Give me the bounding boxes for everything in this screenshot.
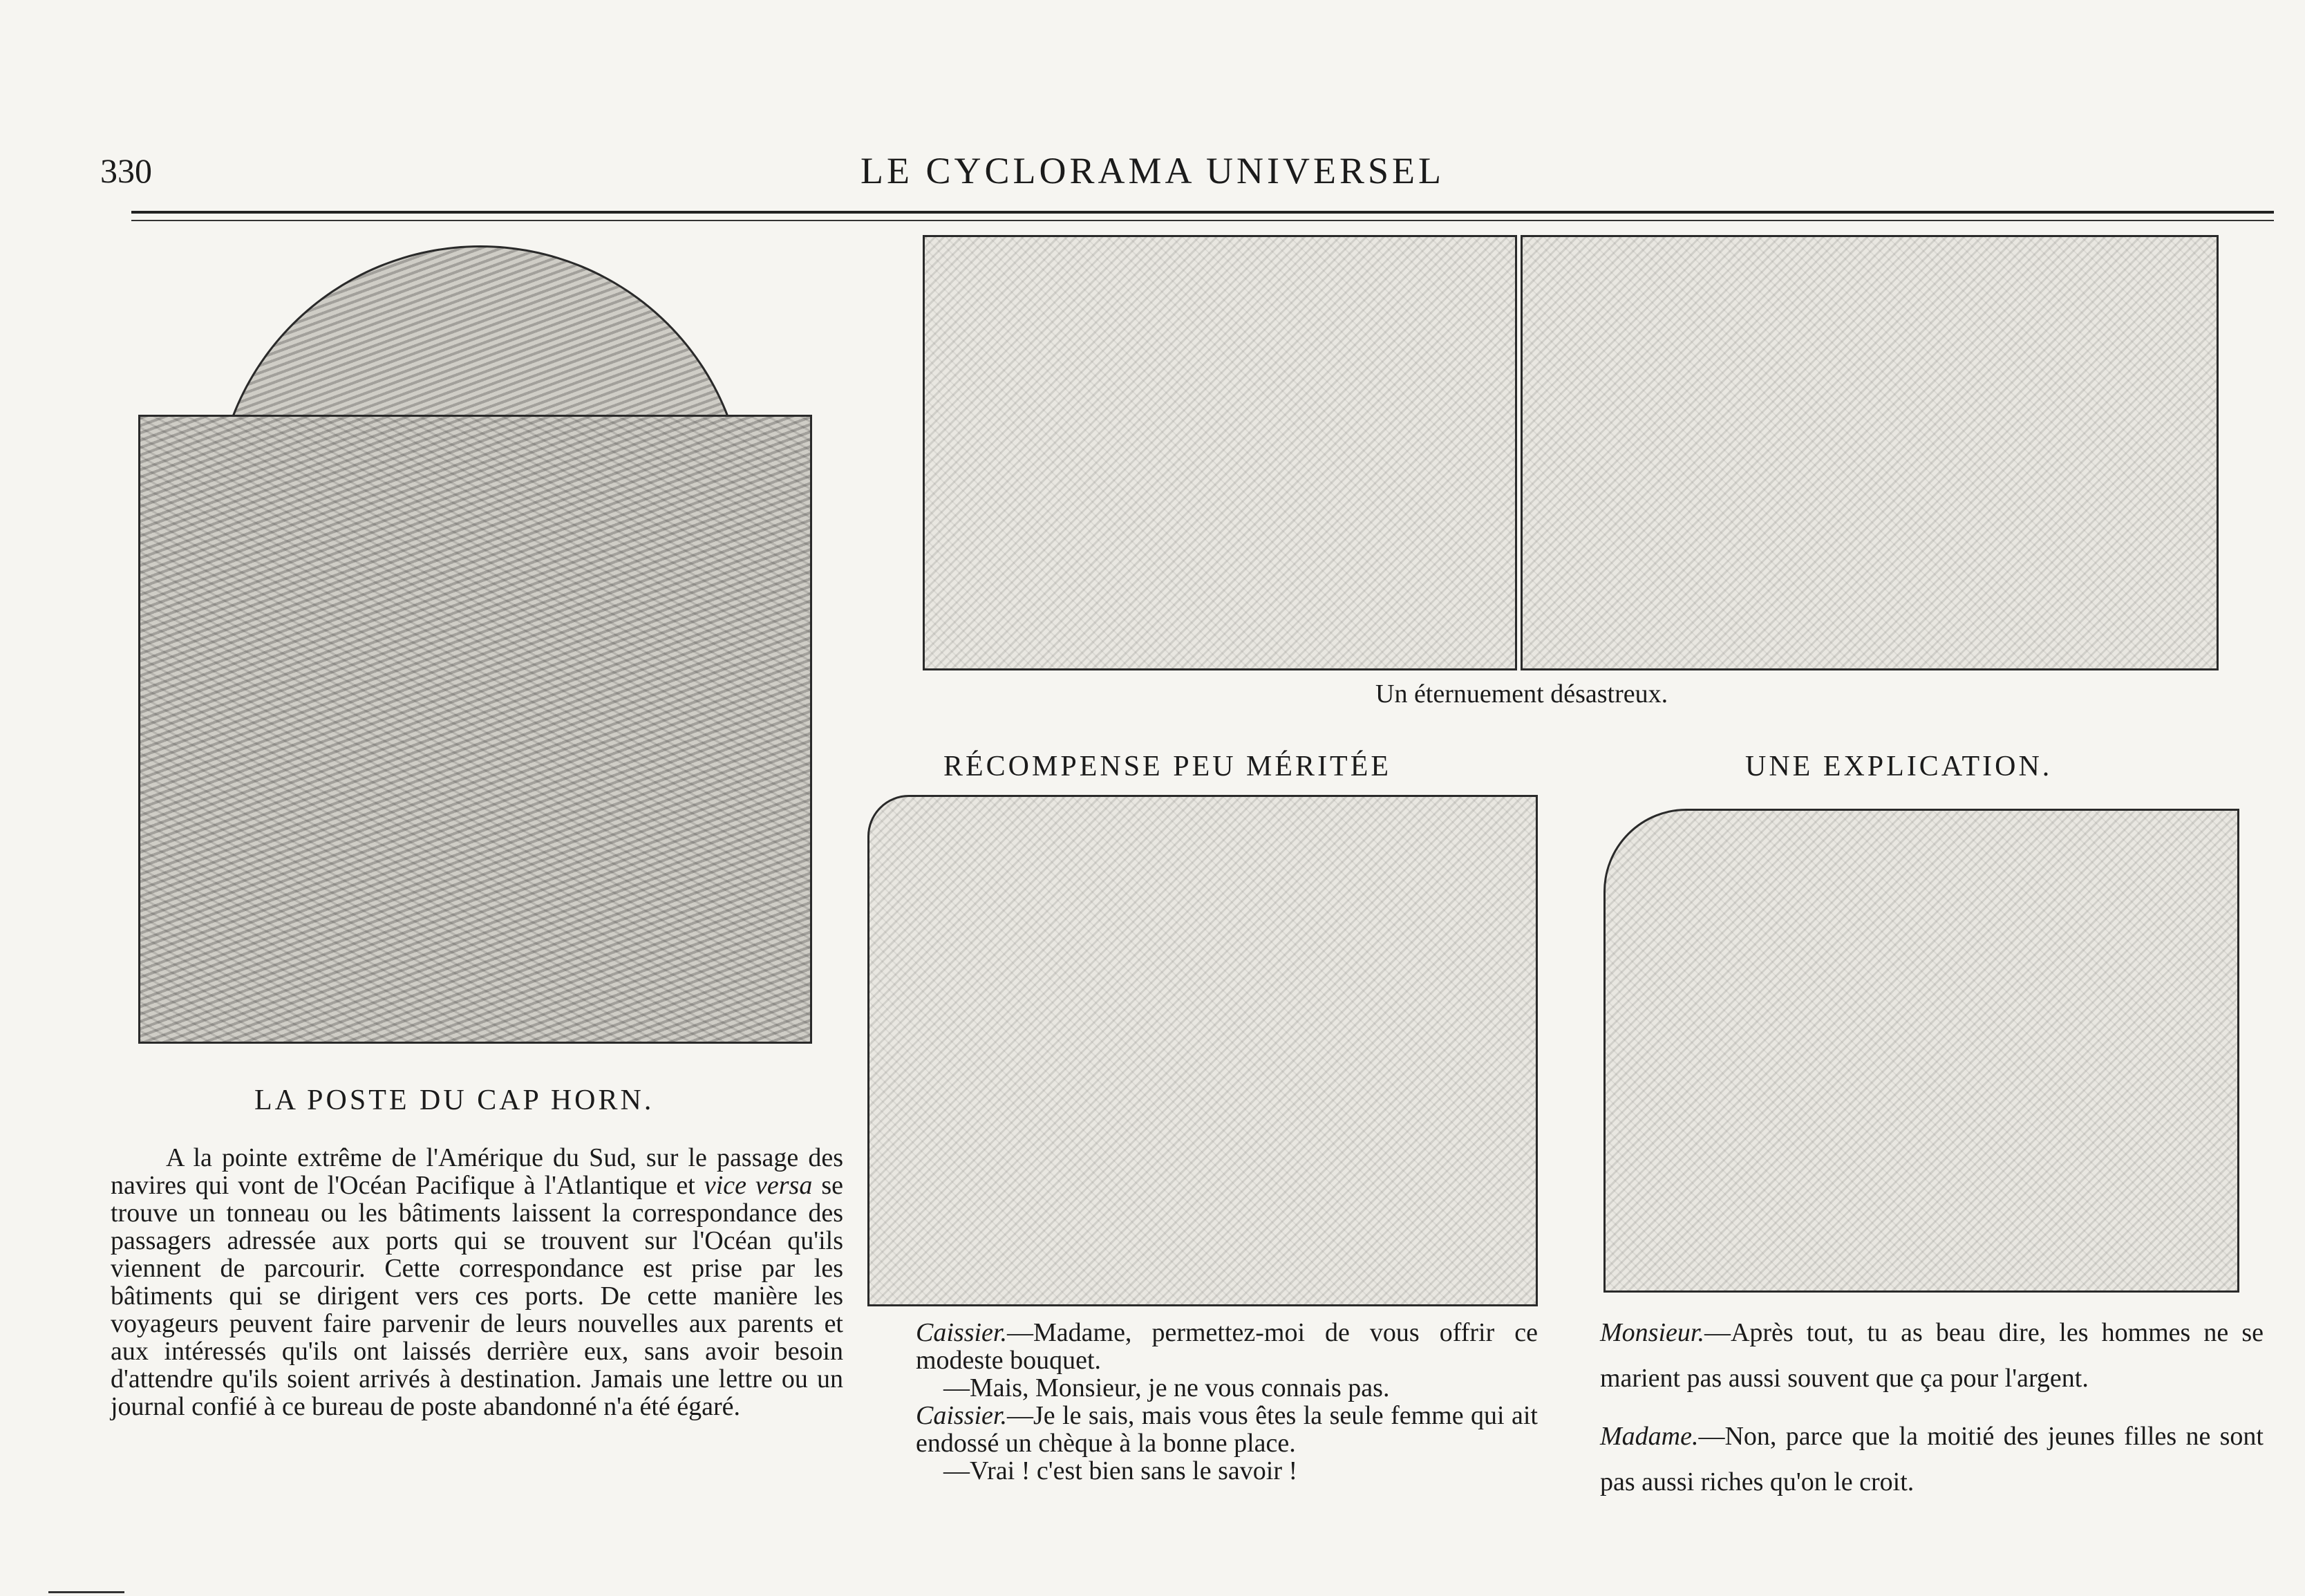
dialogue-line <box>916 1374 1538 1402</box>
dialogue-text: —Non, parce que la moitié des jeunes filles ne sont pas aussi riches qu'on le croit. <box>1600 1422 2264 1496</box>
dialogue-line <box>1600 1414 2264 1505</box>
cape-horn-article <box>111 1144 843 1420</box>
explanation-dialogue <box>1600 1310 2264 1517</box>
explanation-illustration <box>1603 809 2239 1293</box>
dialogue-text: —Je le sais, mais vous êtes la seule femme qui ait endossé un chèque à la bonne place. <box>916 1401 1538 1458</box>
sneeze-caption: Un éternuement désastreux. <box>1375 679 1668 708</box>
footer-rule <box>48 1591 124 1593</box>
page-number: 330 <box>100 151 152 190</box>
speaker-label: Madame. <box>1600 1422 1699 1451</box>
speaker-label: Caissier. <box>916 1401 1007 1430</box>
dialogue-line <box>916 1457 1538 1485</box>
dialogue-line <box>916 1319 1538 1374</box>
publication-title: LE CYCLORAMA UNIVERSEL <box>860 150 1445 191</box>
speaker-label: Monsieur. <box>1600 1318 1704 1347</box>
article-text-end: se trouve un tonneau ou les bâtiments laissent la correspondance des passagers adressée aux ports qui se trouvent sur l'Océan qu'ils viennent de parcourir. Cette correspondance est prise par les bâtiments qui se dirigent vers ces ports. De cette manière les voyageurs peuvent faire parvenir de leurs nouvelles aux parents et aux intéressés qu'ils ont laissés derrière eux, sans avoir besoin d'attendre qu'ils soient arrivés à destination. Jamais une lettre ou un journal confié à ce bureau de poste abandonné n'a été égaré. <box>111 1171 844 1421</box>
cape-horn-heading: LA POSTE DU CAP HORN. <box>254 1085 655 1116</box>
dialogue-line <box>916 1402 1538 1457</box>
dialogue-text: —Madame, permettez-moi de vous offrir ce modeste bouquet. <box>916 1318 1538 1375</box>
dialogue-line <box>1600 1310 2264 1401</box>
article-text-start: A la pointe extrême de l'Amérique du Sud, sur le passage des navires qui vont de l'Océan Pacifique à l'Atlantique et <box>111 1143 843 1200</box>
speaker-label: Caissier. <box>916 1318 1007 1347</box>
cape-horn-engraving <box>138 415 812 1044</box>
dialogue-text: —Après tout, tu as beau dire, les hommes ne se marient pas aussi souvent que ça pour l'argent. <box>1600 1318 2264 1393</box>
reward-heading: RÉCOMPENSE PEU MÉRITÉE <box>943 751 1392 782</box>
dialogue-text: —Vrai ! c'est bien sans le savoir ! <box>943 1456 1298 1485</box>
header-rule-thin <box>131 220 2274 221</box>
article-emphasis: vice versa <box>704 1171 813 1200</box>
sneeze-illustration-panel-1 <box>923 235 1517 670</box>
cape-horn-paragraph <box>111 1144 843 1420</box>
reward-dialogue <box>916 1319 1538 1485</box>
sneeze-illustration-panel-2 <box>1521 235 2219 670</box>
dialogue-text: —Mais, Monsieur, je ne vous connais pas. <box>943 1373 1390 1402</box>
header-rule <box>131 211 2274 214</box>
explanation-heading: UNE EXPLICATION. <box>1745 751 2053 782</box>
reward-illustration <box>867 795 1538 1306</box>
